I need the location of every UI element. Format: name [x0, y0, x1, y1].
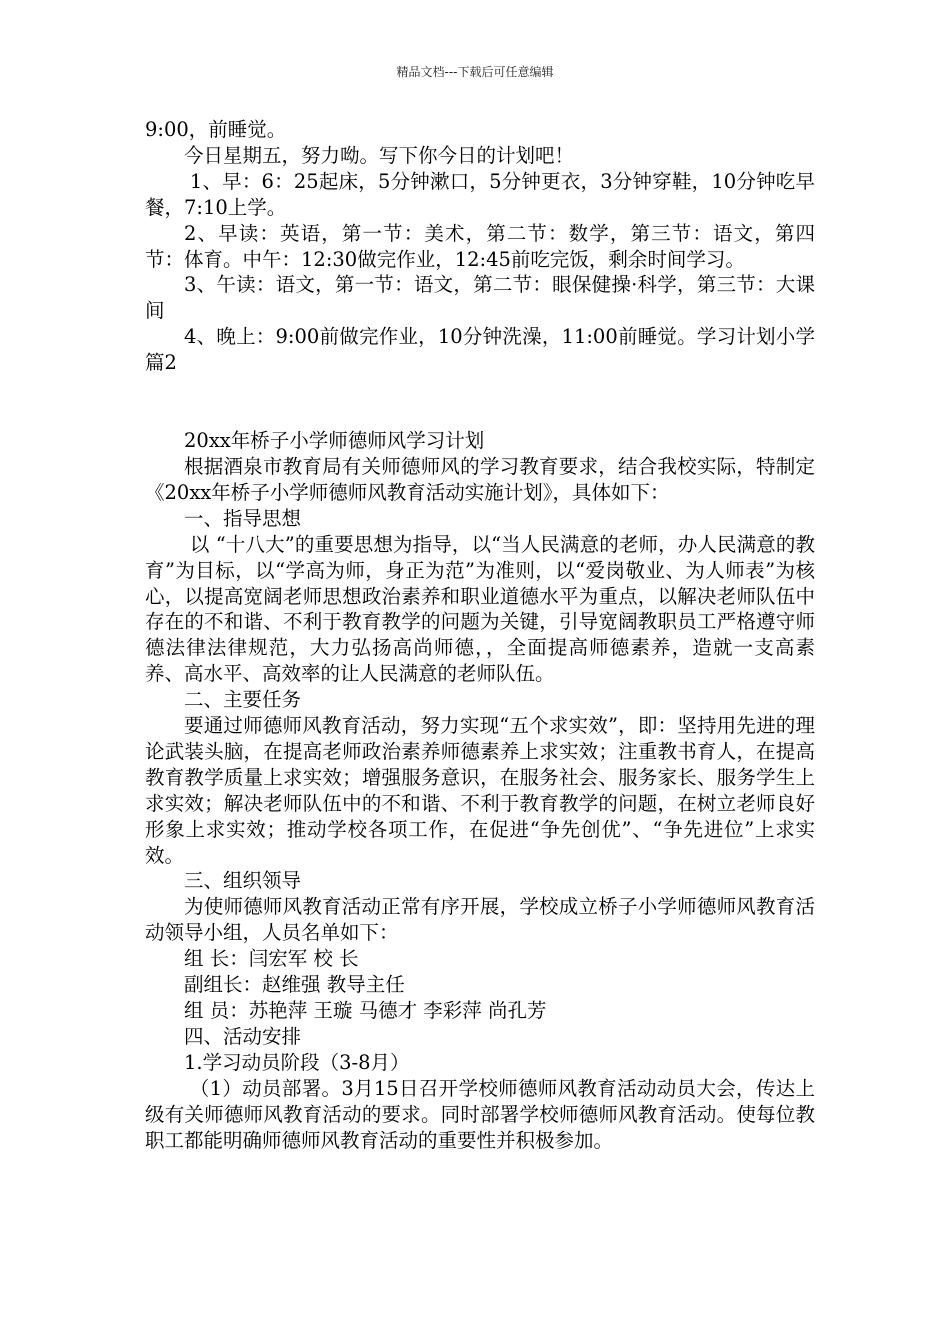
paragraph: 4、晚上：9:00前做完作业，10分钟洗澡，11:00前睡觉。学习计划小学 篇2 [145, 325, 815, 375]
paragraph: 副组长：赵维强 教导主任 [184, 973, 405, 997]
document-body [145, 117, 815, 1153]
paragraph: （1）动员部署。3月15日召开学校师德师风教育活动动员大会，传达上级有关师德师风教育活动的要求。同时部署学校师德师风教育活动。使每位教职工都能明确师德师风教育活动的重要性并积极参加。 [145, 1076, 815, 1152]
page-header: 精品文档---下载后可任意编辑 [396, 65, 554, 79]
paragraph: 1.学习动员阶段（3-8月） [184, 1050, 410, 1074]
section-heading: 四、活动安排 [184, 1024, 302, 1048]
paragraph: 为使师德师风教育活动正常有序开展，学校成立桥子小学师德师风教育活动领导小组，人员名单如下： [145, 895, 815, 945]
paragraph: 1、早：6：25起床，5分钟漱口，5分钟更衣，3分钟穿鞋，10分钟吃早餐，7:10上学。 [145, 169, 815, 219]
paragraph: 组 员：苏艳萍 王璇 马德才 李彩萍 尚孔芳 [184, 999, 547, 1022]
paragraph: 要通过师德师风教育活动，努力实现“五个求实效”，即：坚持用先进的理论武装头脑，在提高老师政治素养师德素养上求实效；注重教书育人，在提高教育教学质量上求实效；增强服务意识，在服务社会、服务家长、服务学生上求实效；解决老师队伍中的不和谐、不利于教育教学的问题，在树立老师良好形象上求实效；推动学校各项工作，在促进“争先创优”、“争先进位”上求实效。 [145, 714, 815, 867]
paragraph: 今日星期五，努力呦。写下你今日的计划吧！ [184, 143, 575, 167]
paragraph: 根据酒泉市教育局有关师德师风的学习教育要求，结合我校实际，特制定《20xx年桥子小学师德师风教育活动实施计划》，具体如下： [145, 454, 815, 504]
document-title: 20xx年桥子小学师德师风学习计划 [184, 429, 485, 453]
paragraph: 以 “十八大”的重要思想为指导，以“当人民满意的老师，办人民满意的教育”为目标，以“学高为师，身正为范”为准则，以“爱岗敬业、为人师表”为核心，以提高宽阔老师思想政治素养和职业道德水平为重点，以解决老师队伍中存在的不和谐、不利于教育教学的问题为关键，引导宽阔教职员工严格遵守师德法律法律规范，大力弘扬高尚师德，，全面提高师德素养，造就一支高素养、高水平、高效率的让人民满意的老师队伍。 [145, 532, 815, 686]
paragraph: 组 长：闫宏军 校 长 [184, 947, 359, 971]
paragraph: 9:00，前睡觉。 [145, 118, 287, 141]
section-heading: 一、指导思想 [184, 506, 302, 530]
section-heading: 二、主要任务 [184, 688, 302, 712]
paragraph: 2、早读：英语，第一节：美术，第二节：数学，第三节：语文，第四节：体育。中午：12:30做完作业，12:45前吃完饭，剩余时间学习。 [145, 221, 815, 271]
section-heading: 三、组织领导 [184, 869, 302, 893]
section-gap [145, 376, 815, 428]
paragraph: 3、午读：语文，第一节：语文，第二节：眼保健操·科学，第三节：大课间 [145, 273, 815, 323]
